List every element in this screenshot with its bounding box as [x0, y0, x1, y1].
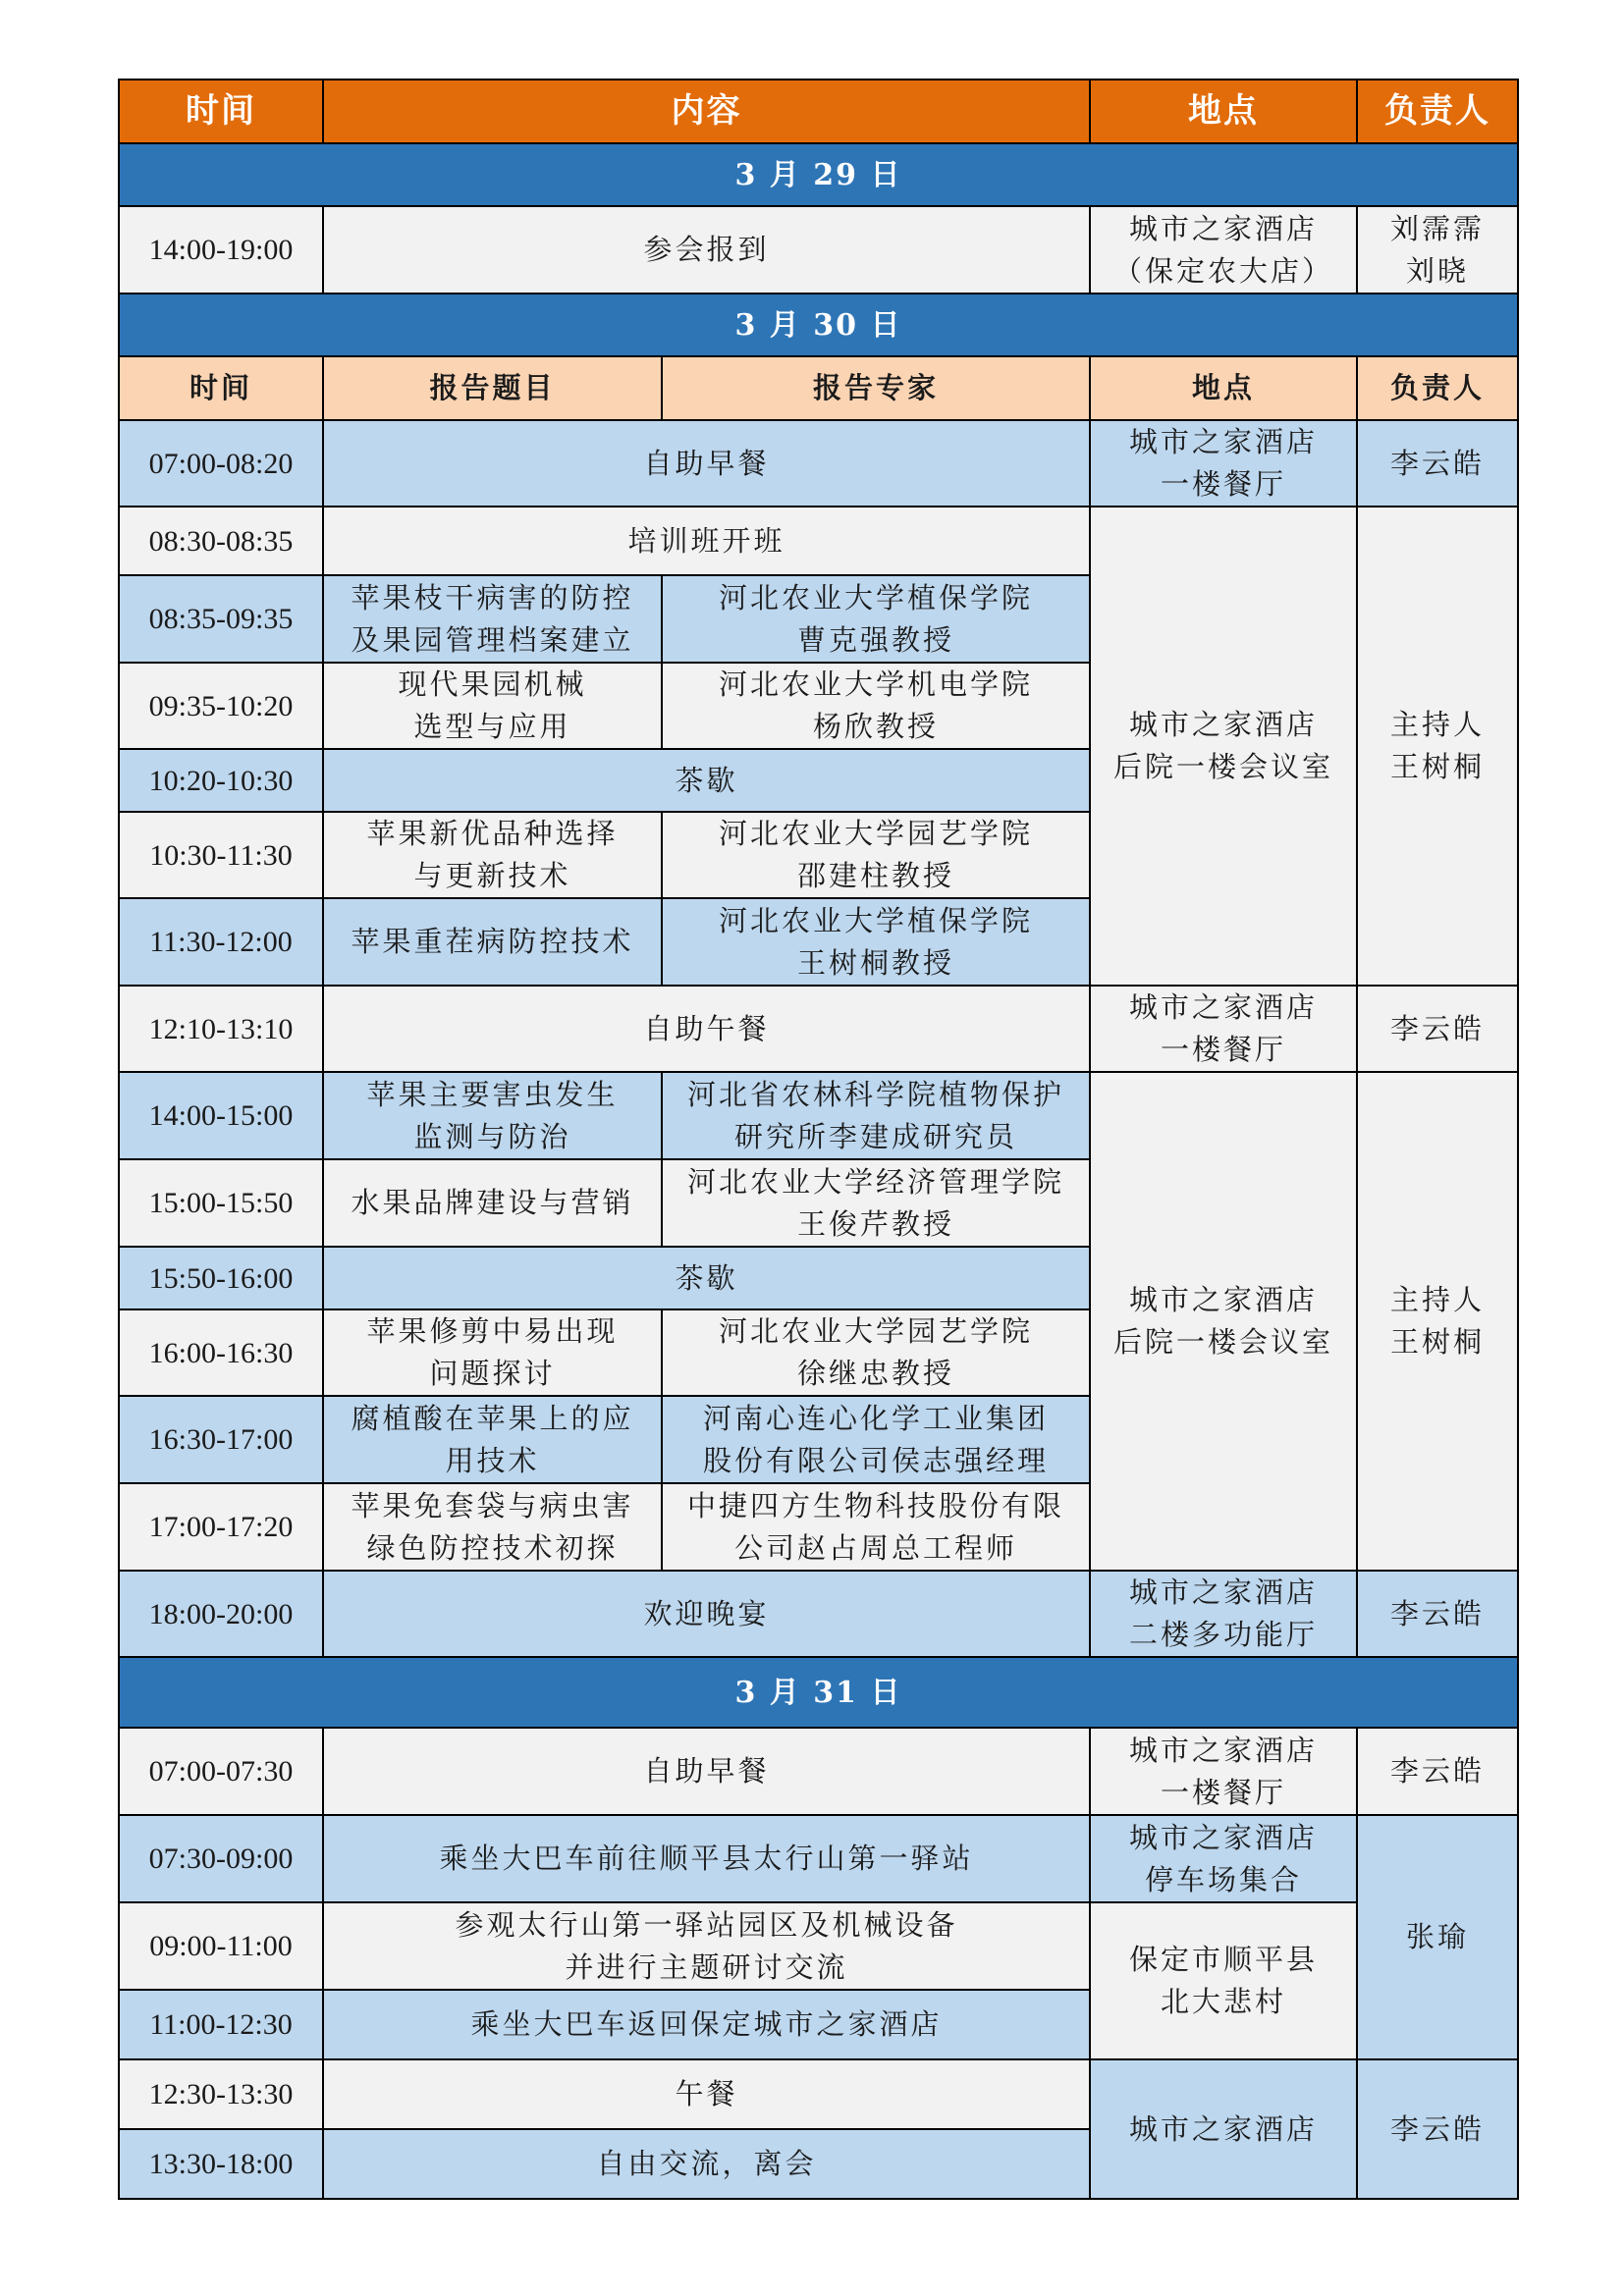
table-row — [119, 420, 1518, 507]
topic-cell — [323, 575, 662, 663]
expert-cell — [662, 1159, 1090, 1247]
expert-line: 河南心连心化学工业集团 — [702, 1401, 1049, 1435]
owner-cell: 李云皓 — [1357, 1728, 1518, 1815]
location-line: 城市之家酒店 — [1128, 1575, 1318, 1609]
location-line: 停车场集合 — [1144, 1862, 1302, 1896]
content-cell — [323, 1902, 1090, 1990]
owner-line: 刘晓 — [1405, 253, 1469, 288]
topic-line: 绿色防控技术初探 — [366, 1530, 619, 1565]
location-cell — [1090, 986, 1357, 1072]
time-cell: 10:20-10:30 — [119, 749, 323, 812]
topic-cell — [323, 1072, 662, 1159]
location-cell — [1090, 1571, 1357, 1657]
time-cell: 12:30-13:30 — [119, 2059, 323, 2129]
topic-line: 现代果园机械 — [398, 667, 587, 701]
time-cell: 16:30-17:00 — [119, 1396, 323, 1483]
topic-cell — [323, 1396, 662, 1483]
location-cell — [1090, 420, 1357, 507]
location-cell — [1090, 206, 1357, 294]
topic-line: 苹果免套袋与病虫害 — [351, 1488, 634, 1522]
location-line: 一楼餐厅 — [1160, 1775, 1286, 1809]
topic-line: 苹果枝干病害的防控 — [351, 580, 634, 614]
expert-line: 河北农业大学机电学院 — [718, 667, 1033, 701]
location-line: 一楼餐厅 — [1160, 467, 1286, 501]
table-row — [119, 1072, 1518, 1159]
expert-cell — [662, 898, 1090, 986]
header-content: 内容 — [323, 80, 1090, 143]
topic-line: 苹果主要害虫发生 — [366, 1077, 619, 1111]
topic-line: 苹果新优品种选择 — [366, 817, 619, 850]
owner-line: 王树桐 — [1389, 1325, 1485, 1359]
sub-header-location: 地点 — [1090, 356, 1357, 420]
owner-line: 主持人 — [1389, 708, 1485, 741]
time-cell: 11:00-12:30 — [119, 1990, 323, 2059]
header-location: 地点 — [1090, 80, 1357, 143]
expert-line: 邵建柱教授 — [796, 859, 954, 892]
content-line: 参观太行山第一驿站园区及机械设备 — [455, 1907, 958, 1942]
topic-line: 监测与防治 — [413, 1119, 571, 1153]
topic-cell — [323, 898, 662, 986]
location-line: 保定市顺平县 — [1128, 1943, 1318, 1976]
table-row — [119, 507, 1518, 575]
expert-line: 王俊芹教授 — [796, 1206, 954, 1241]
location-line: 后院一楼会议室 — [1112, 750, 1333, 783]
sub-header-time: 时间 — [119, 356, 323, 420]
location-cell — [1090, 507, 1357, 986]
topic-cell — [323, 663, 662, 749]
content-cell: 欢迎晚宴 — [323, 1571, 1090, 1657]
owner-cell: 李云皓 — [1357, 1571, 1518, 1657]
table-row — [119, 1728, 1518, 1815]
expert-line: 徐继忠教授 — [796, 1357, 954, 1390]
sub-header-owner: 负责人 — [1357, 356, 1518, 420]
topic-line: 苹果修剪中易出现 — [366, 1314, 619, 1348]
day-label: 3 月 30 日 — [119, 294, 1518, 356]
expert-cell — [662, 575, 1090, 663]
topic-cell — [323, 1309, 662, 1396]
time-cell: 08:35-09:35 — [119, 575, 323, 663]
topic-line: 及果园管理档案建立 — [351, 622, 634, 657]
content-cell: 午餐 — [323, 2059, 1090, 2129]
expert-line: 河北农业大学园艺学院 — [718, 817, 1033, 850]
topic-cell — [323, 812, 662, 898]
time-cell: 09:00-11:00 — [119, 1902, 323, 1990]
location-line: （保定农大店） — [1112, 253, 1333, 288]
time-cell: 08:30-08:35 — [119, 507, 323, 575]
expert-line: 杨欣教授 — [812, 710, 939, 743]
owner-cell — [1357, 206, 1518, 294]
location-cell — [1090, 1902, 1357, 2059]
time-cell: 15:50-16:00 — [119, 1247, 323, 1309]
content-line: 并进行主题研讨交流 — [565, 1949, 848, 1984]
table-row — [119, 1815, 1518, 1902]
topic-cell — [323, 1159, 662, 1247]
topic-line: 苹果重茬病防控技术 — [351, 925, 634, 958]
topic-line: 选型与应用 — [413, 710, 571, 743]
expert-cell — [662, 1309, 1090, 1396]
table-row — [119, 986, 1518, 1072]
content-cell: 参会报到 — [323, 206, 1090, 294]
table-row — [119, 206, 1518, 294]
time-cell: 18:00-20:00 — [119, 1571, 323, 1657]
sub-header-expert: 报告专家 — [662, 356, 1090, 420]
location-cell — [1090, 1815, 1357, 1902]
owner-cell: 李云皓 — [1357, 2059, 1518, 2199]
expert-line: 河北省农林科学院植物保护 — [686, 1077, 1064, 1111]
content-cell: 茶歇 — [323, 1247, 1090, 1309]
owner-line: 王树桐 — [1389, 750, 1485, 783]
table-row — [119, 1571, 1518, 1657]
sub-header-topic: 报告题目 — [323, 356, 662, 420]
content-cell: 乘坐大巴车返回保定城市之家酒店 — [323, 1990, 1090, 2059]
location-cell — [1090, 1072, 1357, 1571]
location-line: 一楼餐厅 — [1160, 1033, 1286, 1066]
location-line: 城市之家酒店 — [1128, 708, 1318, 741]
owner-cell — [1357, 1072, 1518, 1571]
expert-line: 河北农业大学植保学院 — [718, 580, 1033, 614]
time-cell: 07:00-08:20 — [119, 420, 323, 507]
location-line: 城市之家酒店 — [1128, 425, 1318, 458]
location-cell: 城市之家酒店 — [1090, 2059, 1357, 2199]
owner-cell: 李云皓 — [1357, 420, 1518, 507]
location-line: 城市之家酒店 — [1128, 990, 1318, 1024]
topic-line: 与更新技术 — [413, 859, 571, 892]
content-cell: 乘坐大巴车前往顺平县太行山第一驿站 — [323, 1815, 1090, 1902]
expert-line: 中捷四方生物科技股份有限 — [686, 1488, 1064, 1522]
day-row-30 — [119, 294, 1518, 356]
location-line: 城市之家酒店 — [1128, 1283, 1318, 1316]
expert-cell — [662, 1483, 1090, 1571]
header-owner: 负责人 — [1357, 80, 1518, 143]
expert-cell — [662, 1072, 1090, 1159]
schedule-table — [118, 79, 1519, 2200]
topic-line: 问题探讨 — [429, 1357, 556, 1390]
content-cell: 自助午餐 — [323, 986, 1090, 1072]
location-line: 二楼多功能厅 — [1128, 1618, 1318, 1651]
expert-line: 河北农业大学植保学院 — [718, 903, 1033, 937]
location-line: 城市之家酒店 — [1128, 1820, 1318, 1854]
content-cell: 培训班开班 — [323, 507, 1090, 575]
time-cell: 10:30-11:30 — [119, 812, 323, 898]
day-label: 3 月 31 日 — [119, 1657, 1518, 1728]
owner-line: 刘霈霈 — [1389, 211, 1485, 245]
sub-header-row — [119, 356, 1518, 420]
expert-line: 河北农业大学经济管理学院 — [686, 1164, 1064, 1199]
location-line: 北大悲村 — [1160, 1985, 1286, 2018]
time-cell: 07:00-07:30 — [119, 1728, 323, 1815]
owner-cell: 李云皓 — [1357, 986, 1518, 1072]
table-header-row — [119, 80, 1518, 143]
expert-line: 研究所李建成研究员 — [733, 1119, 1017, 1153]
content-cell: 茶歇 — [323, 749, 1090, 812]
time-cell: 09:35-10:20 — [119, 663, 323, 749]
time-cell: 16:00-16:30 — [119, 1309, 323, 1396]
time-cell: 12:10-13:10 — [119, 986, 323, 1072]
owner-cell — [1357, 507, 1518, 986]
time-cell: 07:30-09:00 — [119, 1815, 323, 1902]
content-cell: 自助早餐 — [323, 420, 1090, 507]
expert-line: 股份有限公司侯志强经理 — [702, 1443, 1049, 1477]
expert-cell — [662, 1396, 1090, 1483]
owner-cell: 张瑜 — [1357, 1815, 1518, 2059]
time-cell: 17:00-17:20 — [119, 1483, 323, 1571]
expert-line: 河北农业大学园艺学院 — [718, 1314, 1033, 1348]
location-line: 城市之家酒店 — [1128, 1733, 1318, 1767]
location-line: 城市之家酒店 — [1128, 211, 1318, 245]
topic-line: 用技术 — [445, 1443, 540, 1477]
expert-cell — [662, 812, 1090, 898]
expert-cell — [662, 663, 1090, 749]
expert-line: 王树桐教授 — [796, 945, 954, 980]
time-cell: 13:30-18:00 — [119, 2129, 323, 2199]
expert-line: 曹克强教授 — [796, 622, 954, 657]
day-label: 3 月 29 日 — [119, 143, 1518, 206]
expert-line: 公司赵占周总工程师 — [733, 1530, 1017, 1565]
header-time: 时间 — [119, 80, 323, 143]
table-row — [119, 1902, 1518, 1990]
location-line: 后院一楼会议室 — [1112, 1325, 1333, 1359]
content-cell: 自助早餐 — [323, 1728, 1090, 1815]
location-cell — [1090, 1728, 1357, 1815]
day-row-31 — [119, 1657, 1518, 1728]
time-cell: 11:30-12:00 — [119, 898, 323, 986]
topic-line: 腐植酸在苹果上的应 — [351, 1401, 634, 1435]
owner-line: 主持人 — [1389, 1283, 1485, 1316]
topic-line: 水果品牌建设与营销 — [351, 1186, 634, 1219]
time-cell: 14:00-19:00 — [119, 206, 323, 294]
topic-cell — [323, 1483, 662, 1571]
time-cell: 15:00-15:50 — [119, 1159, 323, 1247]
content-cell: 自由交流，离会 — [323, 2129, 1090, 2199]
day-row-29 — [119, 143, 1518, 206]
time-cell: 14:00-15:00 — [119, 1072, 323, 1159]
table-row — [119, 2059, 1518, 2129]
